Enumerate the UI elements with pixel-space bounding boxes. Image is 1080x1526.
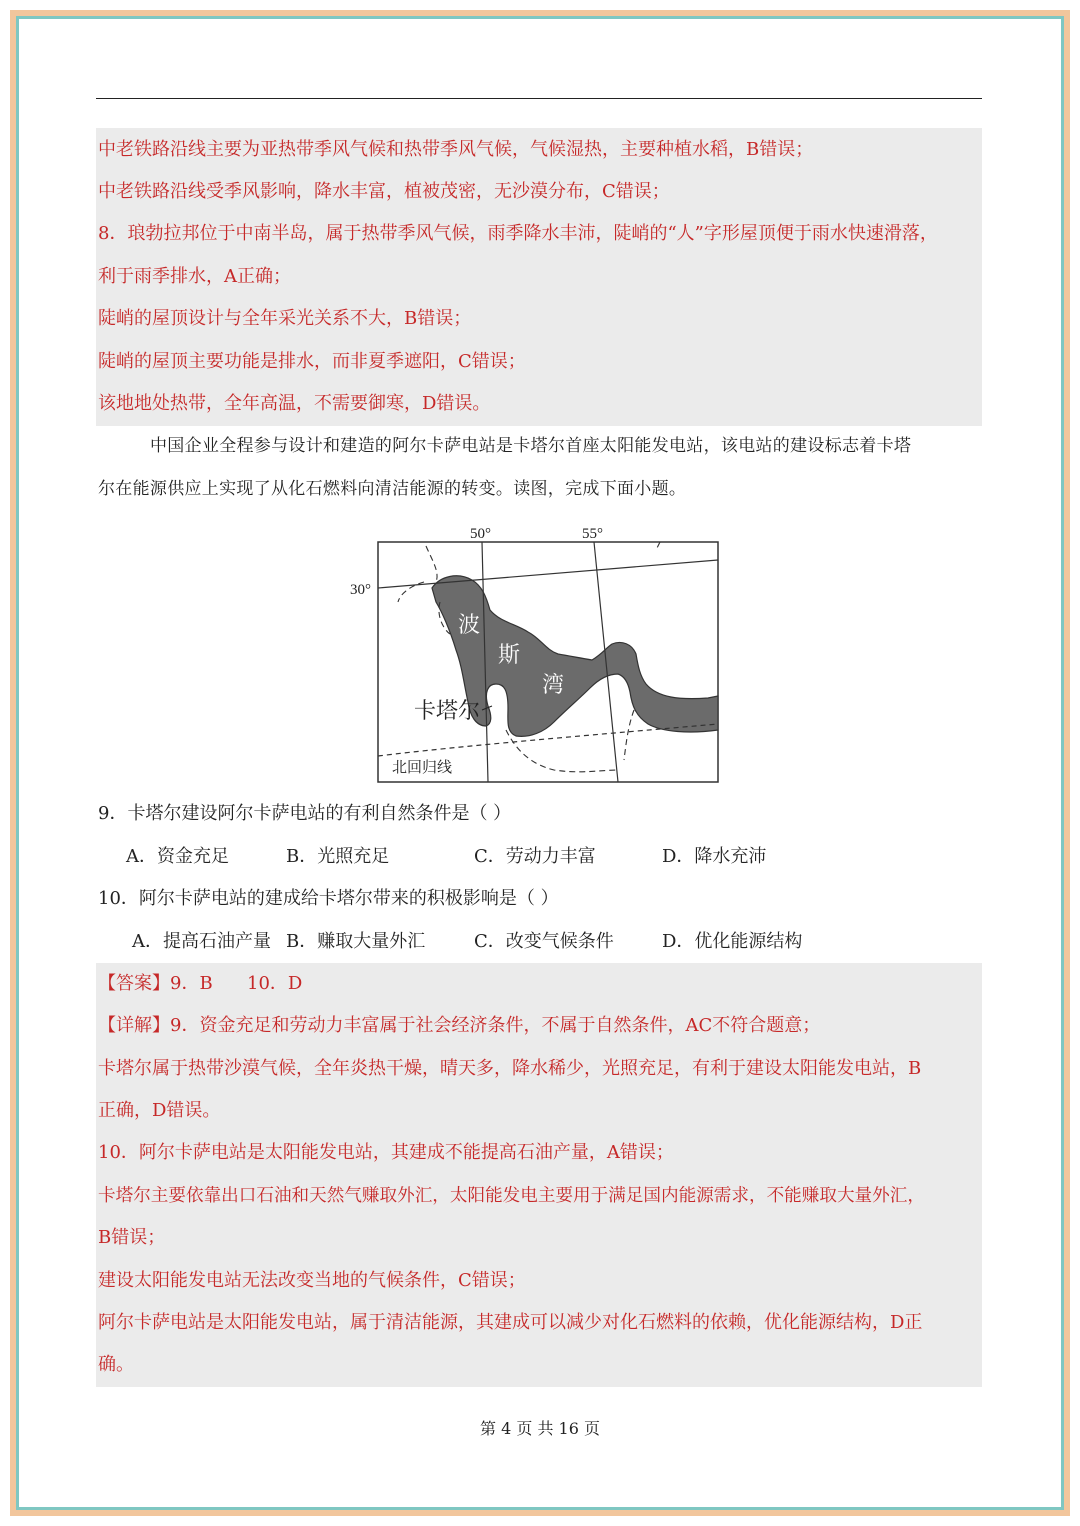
lon-50-label: 50° [470,526,491,542]
detail-line: 确。 [98,1354,134,1375]
question-10-stem: 10．阿尔卡萨电站的建成给卡塔尔带来的积极影响是（ ） [98,888,559,909]
prev-explanation-line: 8．琅勃拉邦位于中南半岛，属于热带季风气候，雨季降水丰沛，陡峭的“人”字形屋顶便于雨水快速滑落， [98,223,938,244]
prev-explanation-line: 陡峭的屋顶主要功能是排水，而非夏季遮阳，C错误； [98,351,526,372]
prev-explanation-line: 该地地处热带，全年高温，不需要御寒，D错误。 [98,393,491,414]
question-9-stem: 9．卡塔尔建设阿尔卡萨电站的有利自然条件是（ ） [98,803,512,824]
gulf-label-char: 波 [458,613,481,638]
detail-line: 正确，D错误。 [98,1100,221,1121]
q10-option-a[interactable]: A．提高石油产量 [132,931,271,952]
q10-option-b[interactable]: B．赚取大量外汇 [286,931,426,952]
detail-line: 卡塔尔属于热带沙漠气候，全年炎热干燥，晴天多，降水稀少，光照充足，有利于建设太阳能发电站，B [98,1058,922,1079]
header-rule [96,98,982,99]
answer-line: 【答案】9．B 10．D [98,973,303,994]
gulf-label-char: 湾 [542,673,565,698]
detail-line: B错误； [98,1227,166,1248]
intro-line: 中国企业全程参与设计和建造的阿尔卡萨电站是卡塔尔首座太阳能发电站，该电站的建设标志着卡塔 [150,436,912,456]
qatar-label: 卡塔尔 [414,699,481,724]
prev-explanation-line: 中老铁路沿线主要为亚热带季风气候和热带季风气候，气候湿热，主要种植水稻，B错误； [98,139,814,160]
detail-line: 阿尔卡萨电站是太阳能发电站，属于清洁能源，其建成可以减少对化石燃料的依赖，优化能源结构，D正 [98,1312,923,1333]
tropic-label: 北回归线 [392,758,453,776]
lat-30-label: 30° [350,582,371,598]
q10-option-d[interactable]: D．优化能源结构 [662,931,803,952]
q9-option-b[interactable]: B．光照充足 [286,846,390,867]
q10-option-c[interactable]: C．改变气候条件 [474,931,614,952]
persian-gulf-map [340,520,740,790]
gulf-label-char: 斯 [498,643,521,668]
prev-explanation-line: 利于雨季排水，A正确； [98,266,291,287]
q9-option-c[interactable]: C．劳动力丰富 [474,846,596,867]
intro-line: 尔在能源供应上实现了从化石燃料向清洁能源的转变。读图，完成下面小题。 [98,479,687,499]
detail-line: 建设太阳能发电站无法改变当地的气候条件，C错误； [98,1270,526,1291]
q9-option-d[interactable]: D．降水充沛 [662,846,767,867]
page-footer: 第 4 页 共 16 页 [480,1419,600,1438]
detail-line: 10．阿尔卡萨电站是太阳能发电站，其建成不能提高石油产量，A错误； [98,1142,674,1163]
q9-option-a[interactable]: A．资金充足 [126,846,229,867]
lon-55-label: 55° [582,526,603,542]
prev-explanation-line: 陡峭的屋顶设计与全年采光关系不大，B错误； [98,308,472,329]
detail-line: 【详解】9．资金充足和劳动力丰富属于社会经济条件，不属于自然条件，AC不符合题意； [98,1015,821,1036]
prev-explanation-line: 中老铁路沿线受季风影响，降水丰富，植被茂密，无沙漠分布，C错误； [98,181,670,202]
detail-line: 卡塔尔主要依靠出口石油和天然气赚取外汇，太阳能发电主要用于满足国内能源需求，不能赚取大量外汇， [98,1186,925,1206]
